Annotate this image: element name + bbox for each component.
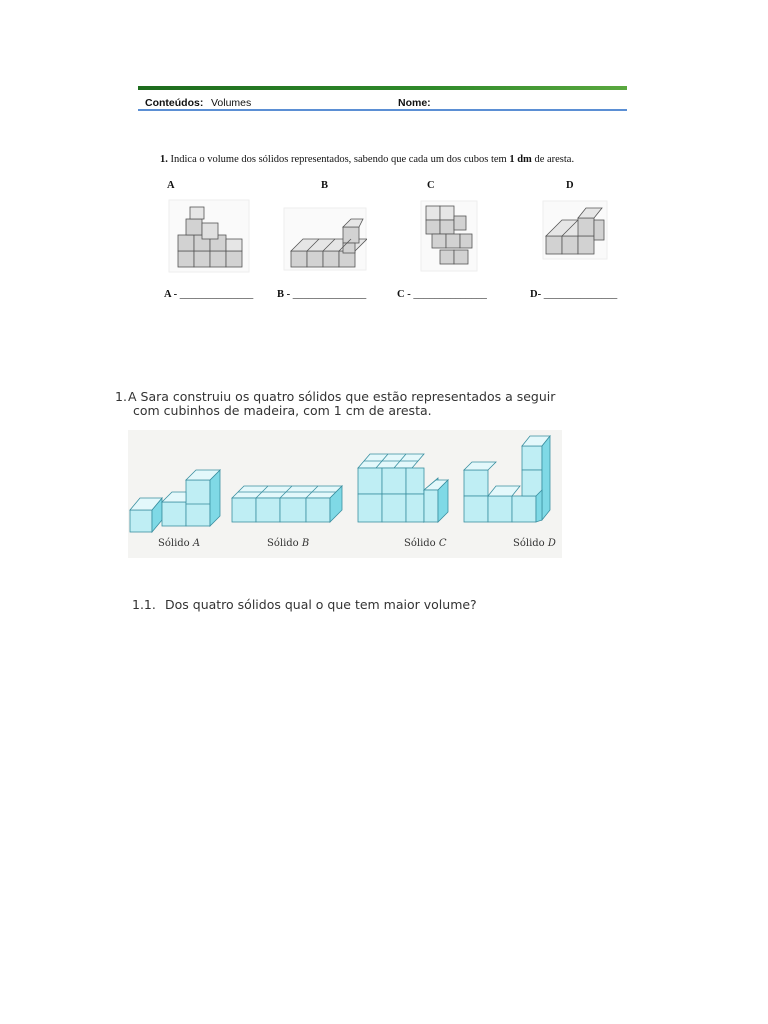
figure-letter-d: D bbox=[566, 180, 574, 191]
solid-a-shape bbox=[130, 470, 220, 532]
solid-c-label: Sólido C bbox=[404, 538, 447, 549]
answer-a-label: A - bbox=[164, 289, 178, 300]
header-accent-bar bbox=[138, 86, 627, 90]
solid-c-shape bbox=[358, 454, 448, 522]
exercise1-text-before: Indica o volume dos sólidos representados, sabendo que cada um dos cubos tem bbox=[167, 154, 510, 165]
exercise1-question bbox=[160, 154, 574, 165]
answer-a-blank[interactable]: ______________ bbox=[179, 289, 254, 300]
answer-d-label: D- bbox=[530, 289, 542, 300]
answer-c-label: C - bbox=[397, 289, 411, 300]
exercise1-text-after: de aresta. bbox=[531, 154, 575, 165]
figure-letter-b: B bbox=[321, 180, 329, 191]
contents-label: Conteúdos: bbox=[145, 97, 204, 109]
answer-c bbox=[397, 289, 487, 300]
figure-letter-a: A bbox=[167, 180, 175, 191]
subquestion-number: 1.1. bbox=[132, 597, 156, 612]
header-underline bbox=[138, 109, 627, 111]
name-label: Nome: bbox=[398, 97, 431, 109]
answer-d-blank[interactable]: ______________ bbox=[543, 289, 618, 300]
solid-a-label: Sólido A bbox=[158, 538, 201, 549]
solid-b-shape bbox=[232, 486, 342, 522]
solid-d-shape bbox=[464, 436, 550, 522]
answer-b-label: B - bbox=[277, 289, 291, 300]
exercise2-line1: A Sara construiu os quatro sólidos que estão representados a seguir bbox=[128, 389, 556, 404]
gray-solid-d-figure bbox=[542, 200, 608, 260]
figure-letter-c: C bbox=[427, 180, 435, 191]
gray-solid-c-figure bbox=[420, 200, 478, 272]
exercise2-number: 1. bbox=[115, 389, 127, 404]
gray-solid-b-figure bbox=[283, 207, 367, 271]
answer-a bbox=[164, 289, 253, 300]
subquestion-text: Dos quatro sólidos qual o que tem maior volume? bbox=[165, 597, 477, 612]
gray-solid-a-figure bbox=[168, 199, 250, 273]
answer-c-blank[interactable]: ______________ bbox=[413, 289, 487, 300]
answer-b bbox=[277, 289, 366, 300]
exercise2-line2: com cubinhos de madeira, com 1 cm de aresta. bbox=[133, 403, 432, 418]
solid-d-label: Sólido D bbox=[513, 538, 556, 549]
contents-value: Volumes bbox=[211, 97, 252, 109]
answer-d bbox=[530, 289, 617, 300]
answer-b-blank[interactable]: ______________ bbox=[292, 289, 367, 300]
solid-b-label: Sólido B bbox=[267, 538, 310, 549]
exercise1-number: 1. bbox=[160, 154, 168, 165]
exercise1-unit: 1 dm bbox=[509, 154, 532, 165]
